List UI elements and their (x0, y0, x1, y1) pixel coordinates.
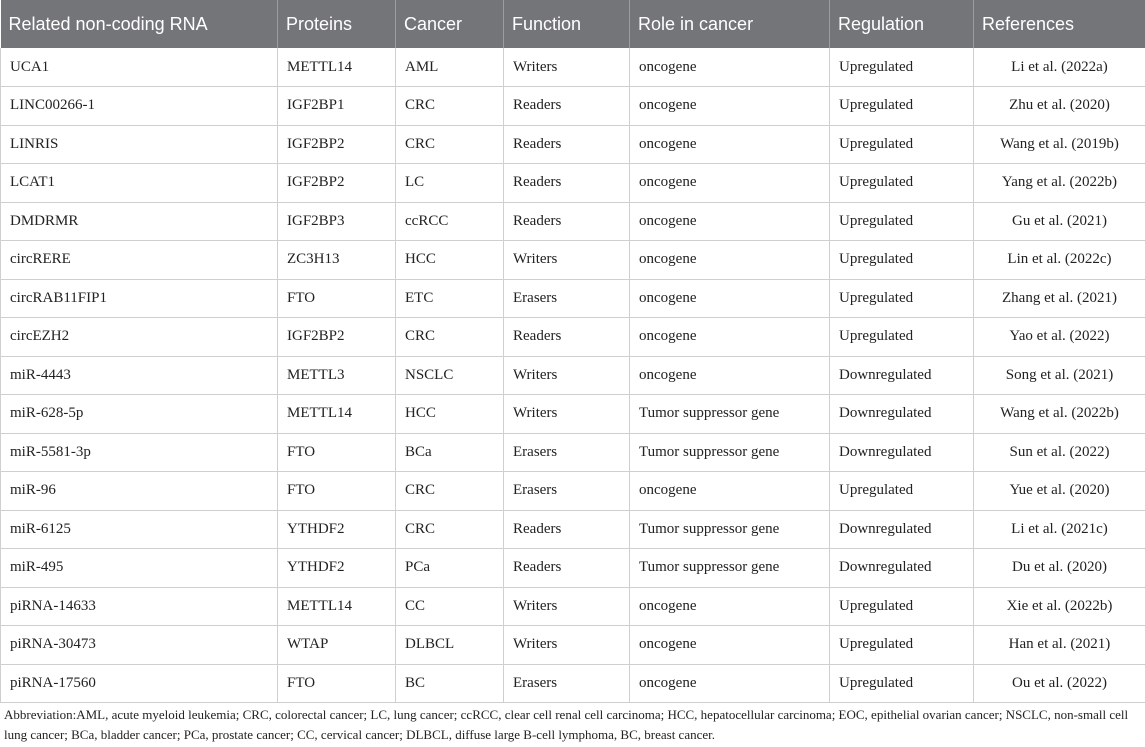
cancer-cell: NSCLC (396, 356, 504, 395)
references-cell: Li et al. (2022a) (974, 48, 1145, 87)
references-cell: Ou et al. (2022) (974, 664, 1145, 703)
function-cell: Erasers (504, 433, 630, 472)
cancer-cell: CRC (396, 87, 504, 126)
header-function: Function (504, 0, 630, 48)
role-cell: oncogene (630, 664, 830, 703)
table-body (1, 48, 1145, 703)
regulation-cell: Downregulated (830, 395, 974, 434)
role-cell: Tumor suppressor gene (630, 395, 830, 434)
ncrna-cell: circRAB11FIP1 (1, 279, 278, 318)
references-cell: Du et al. (2020) (974, 549, 1145, 588)
table-row (1, 549, 1145, 588)
function-cell: Readers (504, 87, 630, 126)
role-cell: oncogene (630, 356, 830, 395)
role-cell: Tumor suppressor gene (630, 549, 830, 588)
ncrna-cell: miR-628-5p (1, 395, 278, 434)
references-cell: Han et al. (2021) (974, 626, 1145, 665)
table-row (1, 356, 1145, 395)
function-cell: Erasers (504, 664, 630, 703)
references-cell: Xie et al. (2022b) (974, 587, 1145, 626)
references-cell: Wang et al. (2022b) (974, 395, 1145, 434)
proteins-cell: METTL3 (278, 356, 396, 395)
proteins-cell: FTO (278, 472, 396, 511)
table-row (1, 510, 1145, 549)
proteins-cell: WTAP (278, 626, 396, 665)
function-cell: Writers (504, 241, 630, 280)
references-cell: Zhu et al. (2020) (974, 87, 1145, 126)
regulation-cell: Upregulated (830, 318, 974, 357)
references-cell: Gu et al. (2021) (974, 202, 1145, 241)
table-row (1, 664, 1145, 703)
references-cell: Yang et al. (2022b) (974, 164, 1145, 203)
cancer-cell: CRC (396, 125, 504, 164)
cancer-cell: BC (396, 664, 504, 703)
cancer-cell: PCa (396, 549, 504, 588)
ncrna-cell: UCA1 (1, 48, 278, 87)
proteins-cell: METTL14 (278, 395, 396, 434)
table-header (1, 0, 1145, 48)
cancer-cell: CC (396, 587, 504, 626)
role-cell: oncogene (630, 202, 830, 241)
regulation-cell: Downregulated (830, 356, 974, 395)
function-cell: Readers (504, 549, 630, 588)
cancer-cell: ccRCC (396, 202, 504, 241)
cancer-cell: HCC (396, 395, 504, 434)
ncrna-cell: miR-5581-3p (1, 433, 278, 472)
table-row (1, 125, 1145, 164)
role-cell: oncogene (630, 279, 830, 318)
header-row (1, 0, 1145, 48)
header-proteins: Proteins (278, 0, 396, 48)
table-row (1, 48, 1145, 87)
role-cell: oncogene (630, 164, 830, 203)
ncrna-cell: miR-4443 (1, 356, 278, 395)
table-row (1, 279, 1145, 318)
role-cell: Tumor suppressor gene (630, 433, 830, 472)
ncrna-cell: circEZH2 (1, 318, 278, 357)
ncrna-cell: miR-6125 (1, 510, 278, 549)
table-row (1, 626, 1145, 665)
function-cell: Readers (504, 318, 630, 357)
header-ncrna: Related non-coding RNA (1, 0, 278, 48)
table-row (1, 395, 1145, 434)
table-row (1, 87, 1145, 126)
function-cell: Readers (504, 202, 630, 241)
role-cell: oncogene (630, 318, 830, 357)
proteins-cell: METTL14 (278, 587, 396, 626)
proteins-cell: ZC3H13 (278, 241, 396, 280)
ncrna-cell: piRNA-17560 (1, 664, 278, 703)
references-cell: Song et al. (2021) (974, 356, 1145, 395)
header-role: Role in cancer (630, 0, 830, 48)
role-cell: oncogene (630, 87, 830, 126)
function-cell: Writers (504, 395, 630, 434)
role-cell: oncogene (630, 472, 830, 511)
regulation-cell: Upregulated (830, 664, 974, 703)
role-cell: Tumor suppressor gene (630, 510, 830, 549)
table-row (1, 587, 1145, 626)
function-cell: Erasers (504, 472, 630, 511)
table-row (1, 318, 1145, 357)
regulation-cell: Upregulated (830, 125, 974, 164)
function-cell: Readers (504, 164, 630, 203)
ncrna-cell: miR-495 (1, 549, 278, 588)
regulation-cell: Upregulated (830, 202, 974, 241)
function-cell: Writers (504, 48, 630, 87)
table-row (1, 241, 1145, 280)
references-cell: Sun et al. (2022) (974, 433, 1145, 472)
cancer-cell: AML (396, 48, 504, 87)
abbreviation-footnote: Abbreviation:AML, acute myeloid leukemia; CRC, colorectal cancer; LC, lung cancer; ccRCC, clear cell renal cell carcinoma; HCC, hepatocellular carcinoma; EOC, epithelial ovarian cancer; NSCLC, non-small cell lung cancer; BCa, bladder cancer; PCa, prostate cancer; CC, cervical cancer; DLBCL, diffuse large B-cell lymphoma, BC, breast cancer. (4, 707, 1129, 742)
proteins-cell: IGF2BP3 (278, 202, 396, 241)
ncrna-cell: LCAT1 (1, 164, 278, 203)
cancer-cell: CRC (396, 510, 504, 549)
proteins-cell: IGF2BP1 (278, 87, 396, 126)
references-cell: Li et al. (2021c) (974, 510, 1145, 549)
regulation-cell: Upregulated (830, 87, 974, 126)
function-cell: Writers (504, 587, 630, 626)
role-cell: oncogene (630, 48, 830, 87)
cancer-cell: CRC (396, 472, 504, 511)
ncrna-cell: LINRIS (1, 125, 278, 164)
references-cell: Wang et al. (2019b) (974, 125, 1145, 164)
function-cell: Readers (504, 125, 630, 164)
regulation-cell: Downregulated (830, 433, 974, 472)
cancer-cell: HCC (396, 241, 504, 280)
proteins-cell: FTO (278, 433, 396, 472)
regulation-cell: Upregulated (830, 472, 974, 511)
proteins-cell: FTO (278, 279, 396, 318)
ncrna-cell: piRNA-30473 (1, 626, 278, 665)
cancer-cell: CRC (396, 318, 504, 357)
regulation-cell: Upregulated (830, 164, 974, 203)
proteins-cell: YTHDF2 (278, 510, 396, 549)
ncrna-cell: LINC00266-1 (1, 87, 278, 126)
table-row (1, 433, 1145, 472)
regulation-cell: Downregulated (830, 510, 974, 549)
function-cell: Readers (504, 510, 630, 549)
header-references: References (974, 0, 1145, 48)
regulation-cell: Upregulated (830, 241, 974, 280)
cancer-cell: LC (396, 164, 504, 203)
table-row (1, 472, 1145, 511)
role-cell: oncogene (630, 587, 830, 626)
regulation-cell: Downregulated (830, 549, 974, 588)
regulation-cell: Upregulated (830, 279, 974, 318)
table-row (1, 164, 1145, 203)
ncrna-cell: DMDRMR (1, 202, 278, 241)
cancer-cell: DLBCL (396, 626, 504, 665)
ncrna-cell: circRERE (1, 241, 278, 280)
table-row (1, 202, 1145, 241)
function-cell: Erasers (504, 279, 630, 318)
role-cell: oncogene (630, 125, 830, 164)
references-cell: Lin et al. (2022c) (974, 241, 1145, 280)
function-cell: Writers (504, 626, 630, 665)
references-cell: Zhang et al. (2021) (974, 279, 1145, 318)
ncrna-cell: miR-96 (1, 472, 278, 511)
proteins-cell: IGF2BP2 (278, 164, 396, 203)
regulation-cell: Upregulated (830, 626, 974, 665)
role-cell: oncogene (630, 626, 830, 665)
proteins-cell: METTL14 (278, 48, 396, 87)
proteins-cell: FTO (278, 664, 396, 703)
cancer-cell: ETC (396, 279, 504, 318)
proteins-cell: IGF2BP2 (278, 318, 396, 357)
ncrna-cell: piRNA-14633 (1, 587, 278, 626)
role-cell: oncogene (630, 241, 830, 280)
references-cell: Yue et al. (2020) (974, 472, 1145, 511)
regulation-cell: Upregulated (830, 587, 974, 626)
proteins-cell: IGF2BP2 (278, 125, 396, 164)
cancer-cell: BCa (396, 433, 504, 472)
header-cancer: Cancer (396, 0, 504, 48)
header-regulation: Regulation (830, 0, 974, 48)
function-cell: Writers (504, 356, 630, 395)
regulation-cell: Upregulated (830, 48, 974, 87)
proteins-cell: YTHDF2 (278, 549, 396, 588)
references-cell: Yao et al. (2022) (974, 318, 1145, 357)
